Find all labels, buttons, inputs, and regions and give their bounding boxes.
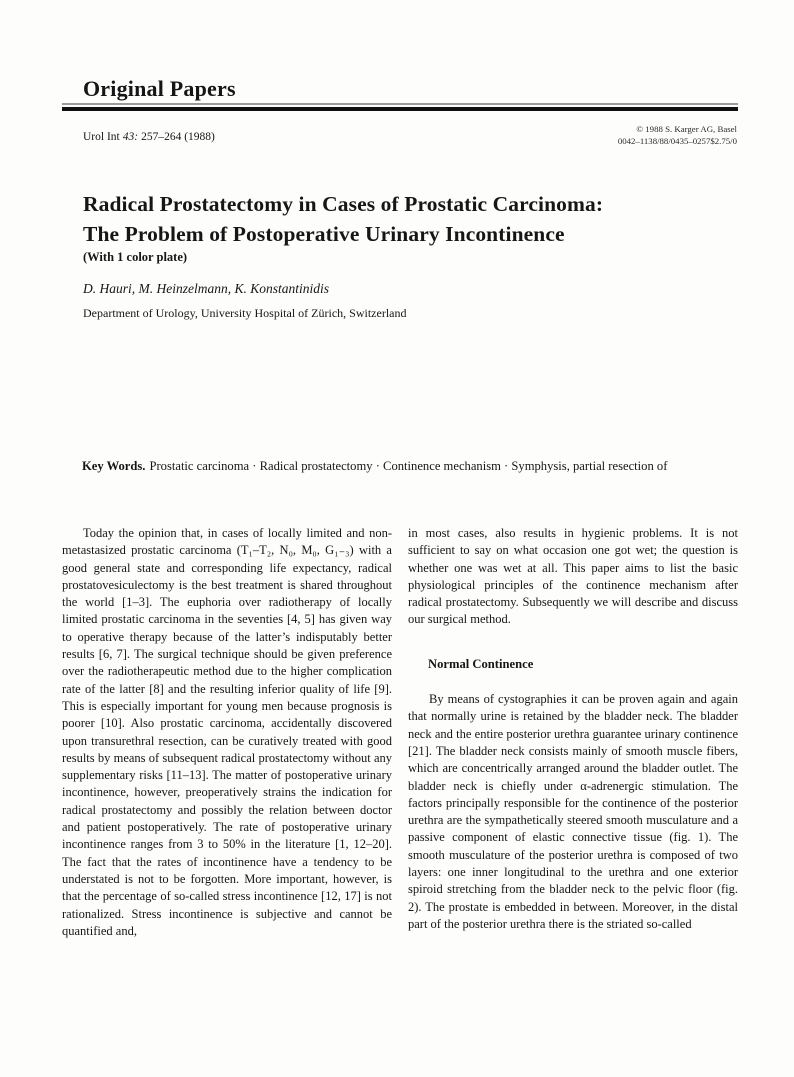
journal-citation <box>83 131 215 143</box>
left-column <box>62 525 392 940</box>
keywords-text: Prostatic carcinoma · Radical prostatectomy · Continence mechanism · Symphysis, partial resection of <box>149 459 668 473</box>
issn-code-line: 0042–1138/88/0435–0257$2.75/0 <box>617 135 737 146</box>
citation-pages-year: 257–264 (1988) <box>141 131 215 143</box>
journal-section-heading: Original Papers <box>83 76 236 101</box>
intro-paragraph: Today the opinion that, in cases of locally limited and non-metastasized prostatic carcinoma (T₁–T₂, N₀, M₀, G₁₋₃) with a good general state and corresponding life expectancy, radical prostatovesiculectomy is the best treatment is shared throughout the world [1–3]. The euphoria over radiotherapy of locally limited prostatic carcinoma in the seventies [4, 5] has given way to operative therapy because of the latter’s indisputably better results [6, 7]. The surgical technique should be given preference over the radiotherapeutic method due to the higher complication rate of the latter [8] and the resulting inferior quality of life [9]. This is especially important for young men because prognosis is poorer [10]. Also prostatic carcinoma, accidentally discovered upon transurethral resection, can be curatively treated with good results by means of subsequent radical prostatectomy without any supplementary risks [11–13]. The matter of postoperative urinary incontinence, however, preoperatively strains the indication for radical prostatectomy and possibly the relation between doctor and patient postoperatively. The rate of postoperative urinary incontinence ranges from 3 to 50% in the literature [1, 12–20]. The fact that the rates of incontinence have a tendency to be understated is not to be forgotten. More important, however, is that the percentage of so-called stress incontinence [12, 17] is not rationalized. Stress incontinence is subjective and cannot be quantified and, <box>62 526 392 938</box>
citation-volume: 43: <box>122 131 139 143</box>
article-title <box>83 189 603 249</box>
keywords-label: Key Words. <box>82 459 146 473</box>
article-title-line-2: The Problem of Postoperative Urinary Incontinence <box>83 222 565 246</box>
copyright-line: © 1988 S. Karger AG, Basel <box>636 124 737 134</box>
copyright-block <box>618 124 737 147</box>
section-heading-normal-continence: Normal Continence <box>428 656 534 671</box>
color-plate-note: (With 1 color plate) <box>83 250 188 264</box>
citation-journal: Urol Int <box>83 131 120 143</box>
article-body <box>62 525 738 940</box>
right-column <box>408 525 738 940</box>
article-title-line-1: Radical Prostatectomy in Cases of Prostatic Carcinoma: <box>83 192 604 216</box>
normal-continence-paragraph: By means of cystographies it can be proven again and again that normally urine is retained by the bladder neck. The bladder neck and the entire posterior urethra guarantee urinary continence [21]. The bladder neck consists mainly of smooth muscle fibers, which are concentrically arranged around the bladder outlet. The bladder neck is chiefly under α-adrenergic stimulation. The factors principally responsible for the continence of the posterior urethra are the sympathetically steered smooth musculature and a passive component of elastic connective tissue (fig. 1). The smooth musculature of the posterior urethra is composed of two layers: one inner longitudinal to the urethra and one exterior spiroid stretching from the bladder neck to the pelvic floor (fig. 2). The prostate is embedded in between. Moreover, in the distal part of the posterior urethra there is the striated so-called <box>408 692 738 931</box>
author-affiliation: Department of Urology, University Hospital of Zürich, Switzerland <box>83 306 407 320</box>
keywords-block <box>62 457 738 475</box>
header-rule-thick-line <box>62 107 738 111</box>
author-list: D. Hauri, M. Heinzelmann, K. Konstantinidis <box>83 281 330 296</box>
header-rule <box>62 103 738 111</box>
intro-paragraph-continued: in most cases, also results in hygienic problems. It is not sufficient to say on what occasion one got wet; the question is whether one was wet at all. This paper aims to list the basic physiological principles of the continence mechanism after radical prostatectomy. Subsequently we will describe and discuss our surgical method. <box>408 526 738 627</box>
